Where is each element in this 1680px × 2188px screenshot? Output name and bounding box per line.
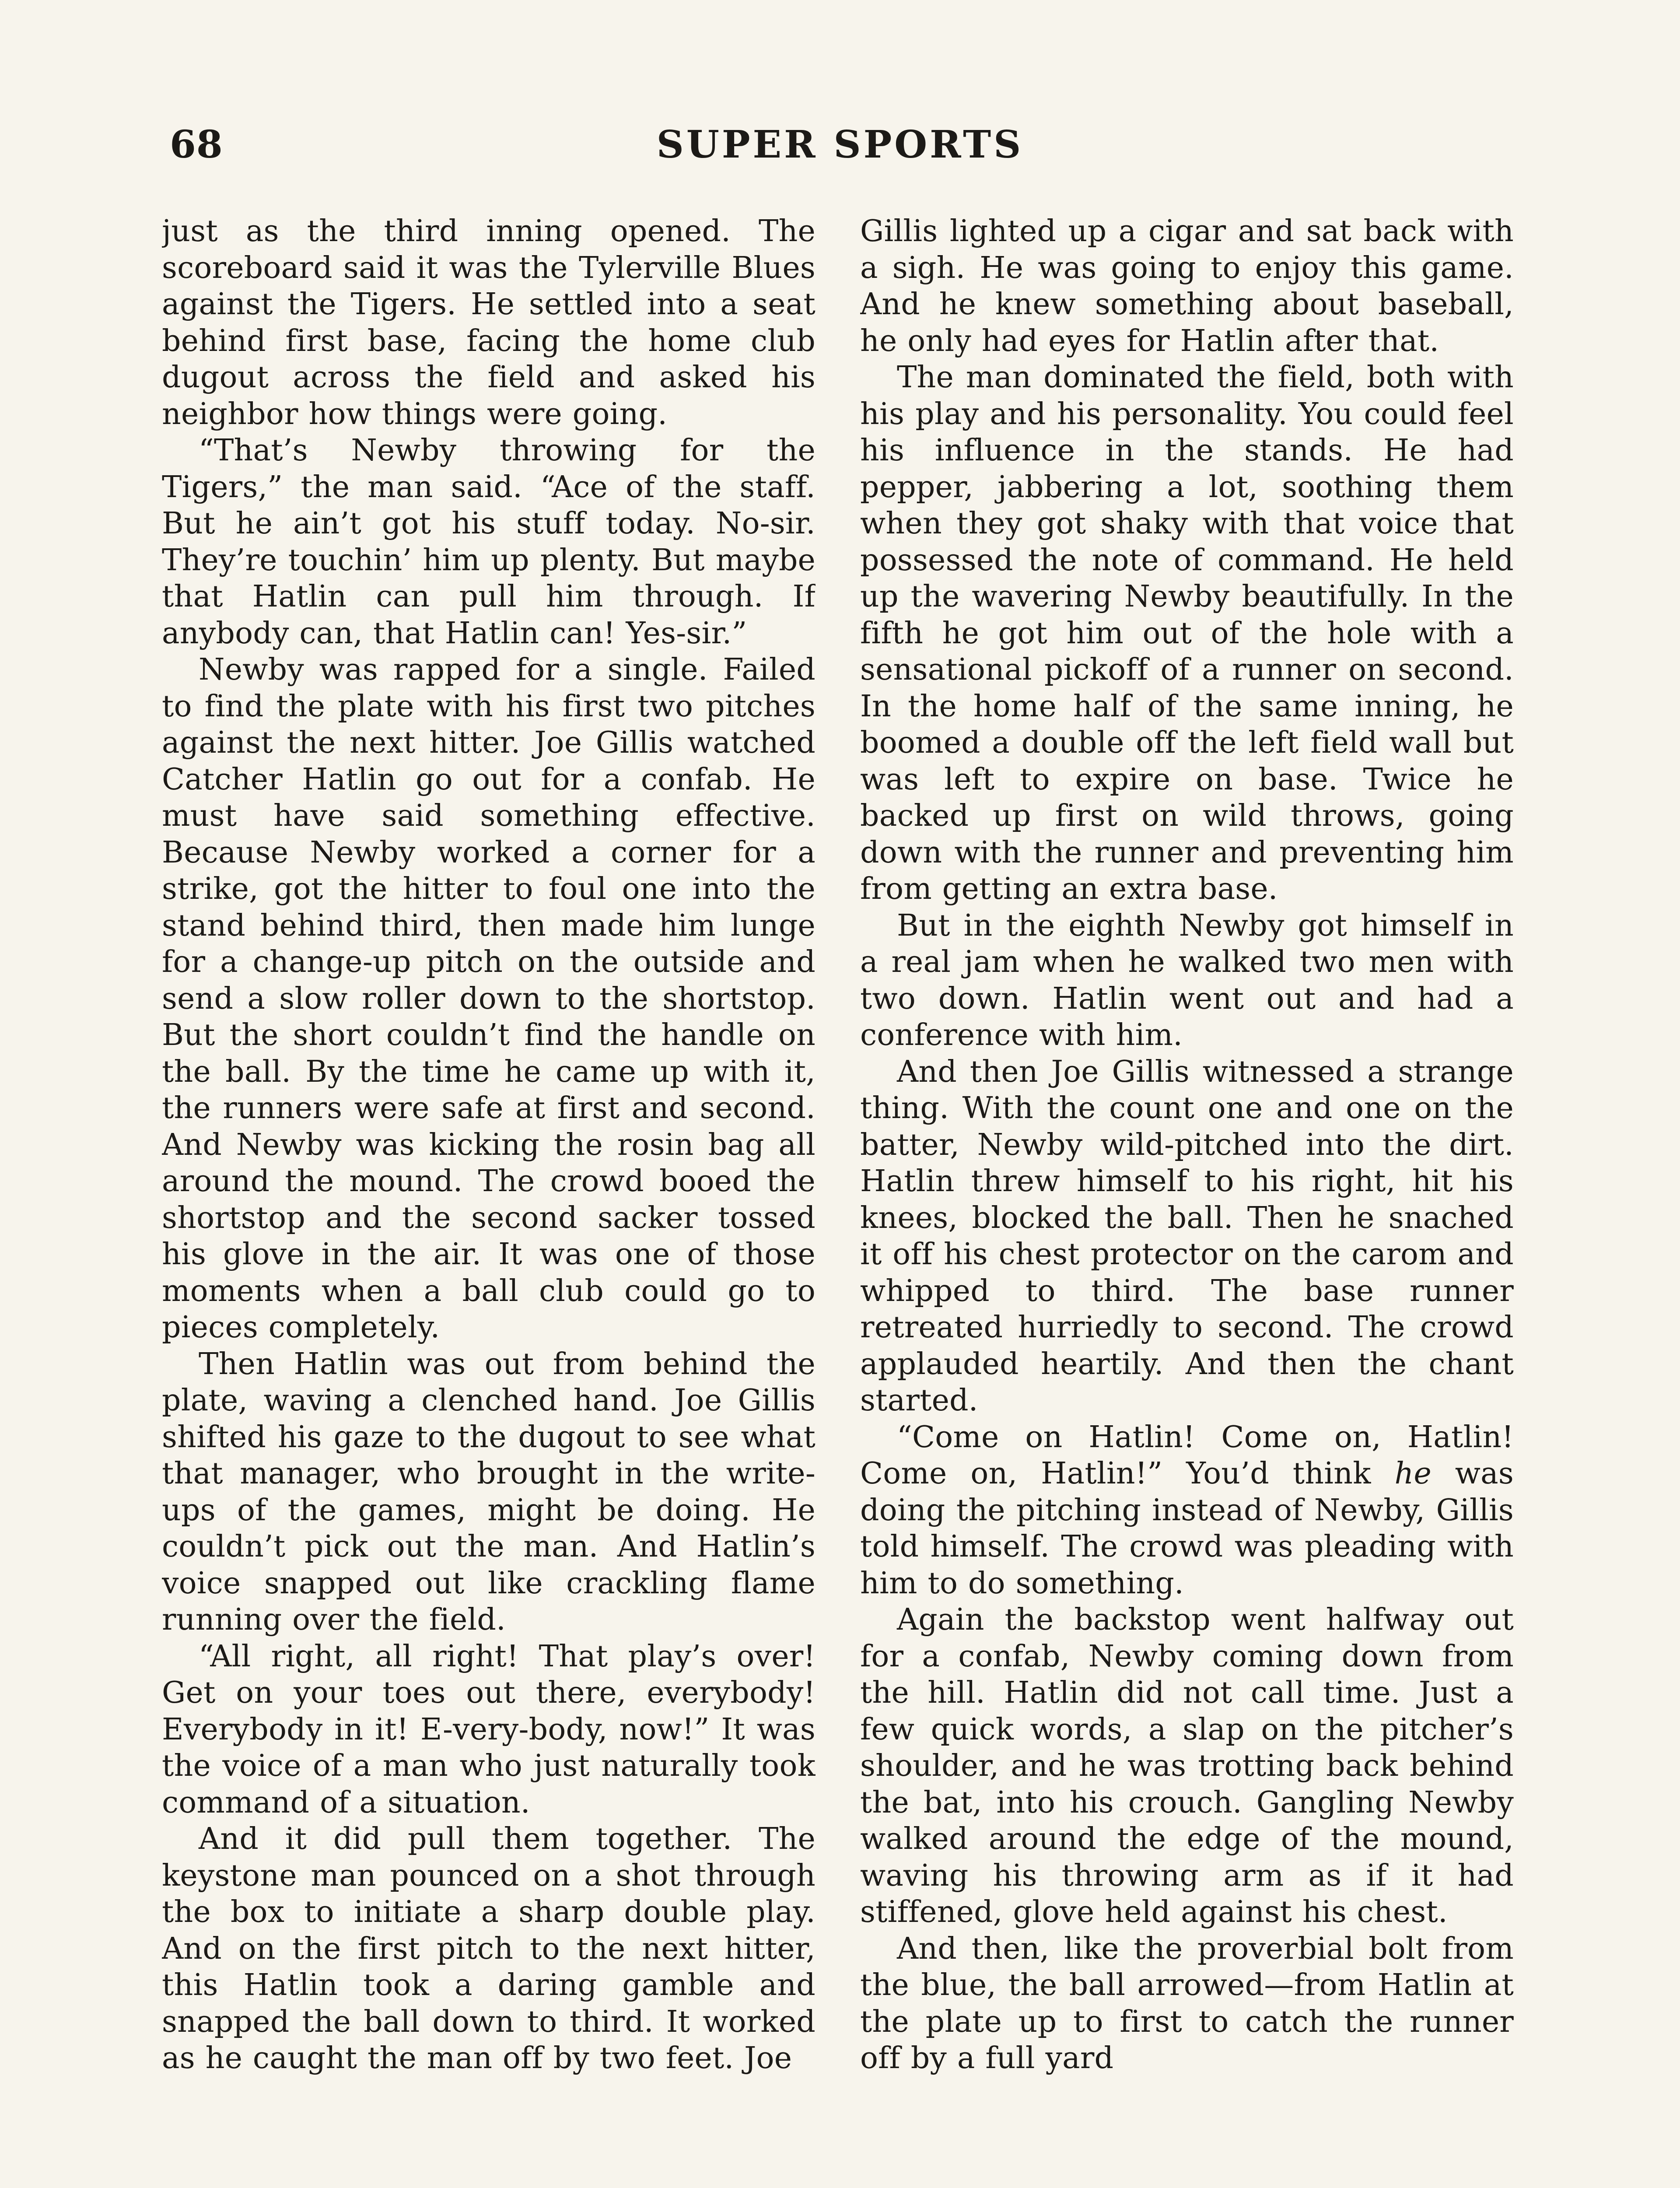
right-column — [860, 213, 1514, 2188]
paragraph: “That’s Newby throwing for the Tigers,” the man said. “Ace of the staff. But he ain’t got his stuff today. No-sir. They’re touchin’ him up plenty. But maybe that Hatlin can pull him through. If anybody can, that Hatlin can! Yes-sir.” — [162, 433, 816, 651]
paragraph: And it did pull them together. The keystone man pounced on a shot through the box to initiate a sharp double play. And on the first pitch to the next hitter, this Hatlin took a daring gamble and snapped the ball down to third. It worked as he caught the man off by two feet. Joe — [162, 1822, 816, 2076]
paragraph: The man dominated the field, both with his play and his personality. You could feel his influence in the stands. He had pepper, jabbering a lot, soothing them when they got shaky with that voice that possessed the note of command. He held up the wavering Newby beautifully. In the fifth he got him out of the hole with a sensational pickoff of a runner on second. In the home half of the same inning, he boomed a double off the left field wall but was left to expire on base. Twice he backed up first on wild throws, going down with the runner and preventing him from getting an extra base. — [860, 360, 1514, 906]
paragraph: just as the third inning opened. The scoreboard said it was the Tylerville Blues against the Tigers. He settled into a seat behind first base, facing the home club dugout across the field and asked his neighbor how things were going. — [162, 214, 816, 431]
paragraph: Newby was rapped for a single. Failed to find the plate with his first two pitches against the next hitter. Joe Gillis watched Catcher Hatlin go out for a confab. He must have said something effective. Because Newby worked a corner for a strike, got the hitter to foul one into the stand behind third, then made him lunge for a change-up pitch on the outside and send a slow roller down to the shortstop. But the short couldn’t find the handle on the ball. By the time he came up with it, the runners were safe at first and second. And Newby was kicking the rosin bag all around the mound. The crowd booed the shortstop and the second sacker tossed his glove in the air. It was one of those moments when a ball club could go to pieces completely. — [162, 652, 816, 1345]
chant-text: “Come on Hatlin! Come on, Hatlin! Come on, Hatlin!” You’d think — [860, 1420, 1514, 1491]
chant-text-end: was doing the pitching instead of Newby, Gillis told himself. The crowd was pleading with him to do something. — [860, 1456, 1514, 1601]
chant-emphasis: he — [1394, 1456, 1432, 1491]
paragraph: And then, like the proverbial bolt from the blue, the ball arrowed—from Hatlin at the plate up to first to catch the runner off by a full yard — [860, 1931, 1514, 2076]
running-head: SUPER SPORTS — [656, 123, 1024, 167]
paragraph-chant — [860, 1419, 1514, 1602]
paragraph: Then Hatlin was out from behind the plate, waving a clenched hand. Joe Gillis shifted his gaze to the dugout to see what that manager, who brought in the write-ups of the games, might be doing. He couldn’t pick out the man. And Hatlin’s voice snapped out like crackling flame running over the field. — [162, 1346, 816, 1637]
paragraph: Again the backstop went halfway out for a confab, Newby coming down from the hill. Hatlin did not call time. Just a few quick words, a slap on the pitcher’s shoulder, and he was trotting back behind the bat, into his crouch. Gangling Newby walked around the edge of the mound, waving his throwing arm as if it had stiffened, glove held against his chest. — [860, 1602, 1514, 1929]
paragraph: Gillis lighted up a cigar and sat back with a sigh. He was going to enjoy this game. And he knew something about baseball, he only had eyes for Hatlin after that. — [860, 214, 1514, 358]
left-column — [162, 213, 816, 2188]
paragraph: “All right, all right! That play’s over! Get on your toes out there, everybody! Everybody in it! E-very-body, now!” It was the voice of a man who just naturally took command of a situation. — [162, 1639, 816, 1820]
page-number: 68 — [170, 123, 223, 167]
paragraph: And then Joe Gillis witnessed a strange thing. With the count one and one on the batter, Newby wild-pitched into the dirt. Hatlin threw himself to his right, hit his knees, blocked the ball. Then he snached it off his chest protector on the carom and whipped to third. The base runner retreated hurriedly to second. The crowd applauded heartily. And then the chant started. — [860, 1054, 1514, 1418]
paragraph: But in the eighth Newby got himself in a real jam when he walked two men with two down. Hatlin went out and had a conference with him. — [860, 908, 1514, 1052]
